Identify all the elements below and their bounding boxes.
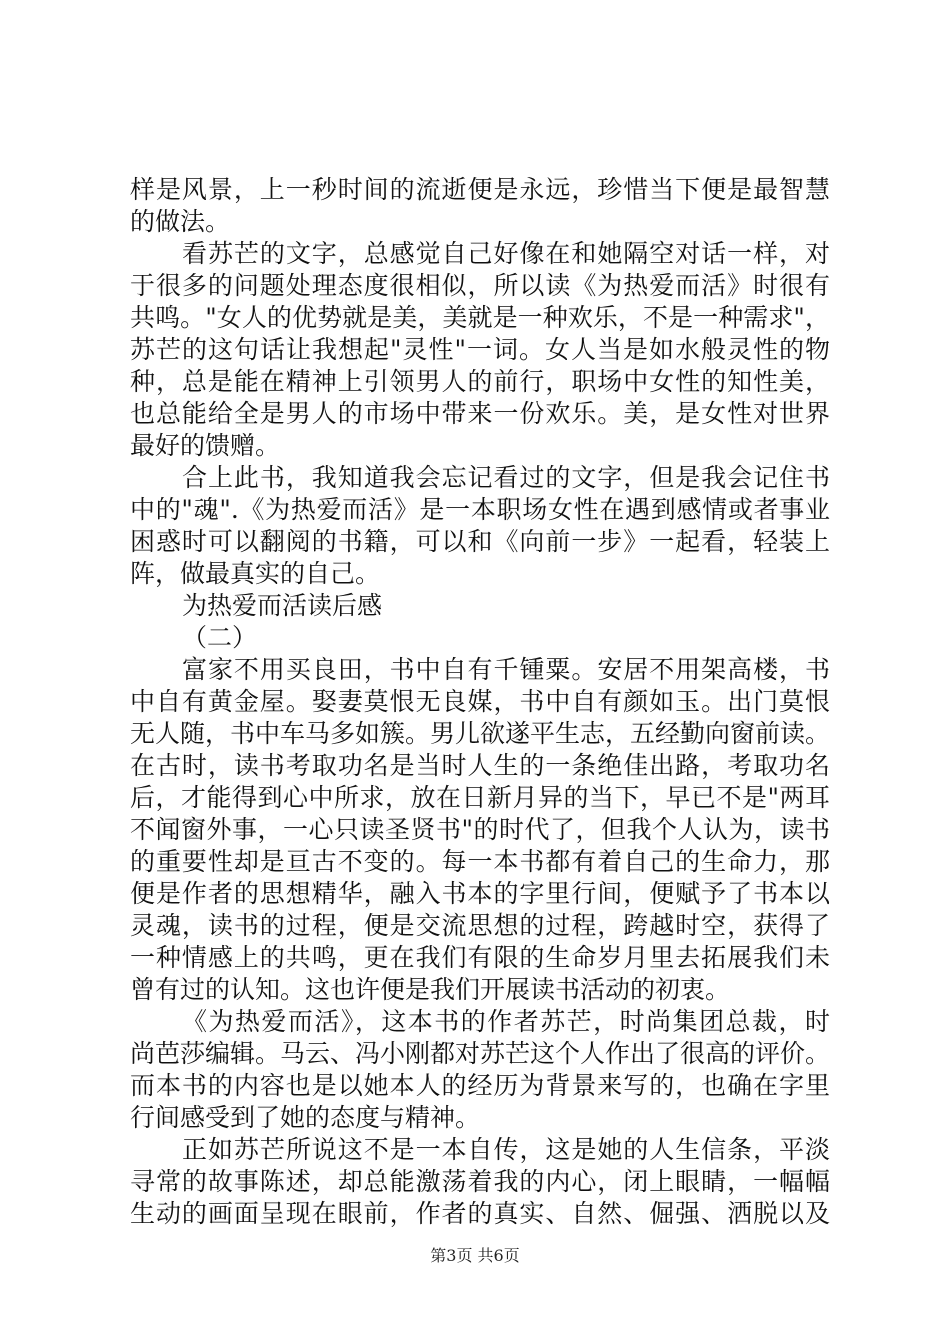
text-line: 的做法。 [130, 207, 231, 236]
text-line: 也总能给全是男人的市场中带来一份欢乐。美，是女性对世界 [130, 399, 830, 428]
text-line: 最好的馈赠。 [130, 431, 281, 460]
text-line: 阵，做最真实的自己。 [130, 559, 381, 588]
text-line: 《为热爱而活》，这本书的作者苏芒，时尚集团总裁，时 [182, 1007, 830, 1036]
text-line: 曾有过的认知。这也许便是我们开展读书活动的初衷。 [130, 975, 731, 1004]
text-line: 看苏芒的文字，总感觉自己好像在和她隔空对话一样，对 [182, 239, 830, 268]
text-line: 一种情感上的共鸣，更在我们有限的生命岁月里去拓展我们未 [130, 943, 830, 972]
text-line: 在古时，读书考取功名是当时人生的一条绝佳出路，考取功名 [130, 751, 830, 780]
text-line: 苏芒的这句话让我想起"灵性"一词。女人当是如水般灵性的物 [130, 335, 830, 364]
text-line: 灵魂，读书的过程，便是交流思想的过程，跨越时空，获得了 [130, 911, 830, 940]
document-body [130, 174, 830, 1230]
text-line: 正如苏芒所说这不是一本自传，这是她的人生信条，平淡 [182, 1135, 830, 1164]
text-line: 便是作者的思想精华，融入书本的字里行间，便赋予了书本以 [130, 879, 830, 908]
text-line: 不闻窗外事，一心只读圣贤书"的时代了，但我个人认为，读书 [130, 815, 830, 844]
text-line: 样是风景，上一秒时间的流逝便是永远，珍惜当下便是最智慧 [130, 175, 830, 204]
text-line: 种，总是能在精神上引领男人的前行，职场中女性的知性美， [130, 367, 830, 396]
text-line: 中的"魂".《为热爱而活》是一本职场女性在遇到感情或者事业 [130, 495, 830, 524]
text-line: 为热爱而活读后感 [182, 591, 383, 620]
text-line: 生动的画面呈现在眼前，作者的真实、自然、倔强、洒脱以及 [130, 1199, 830, 1228]
text-line: 尚芭莎编辑。马云、冯小刚都对苏芒这个人作出了很高的评价。 [130, 1039, 831, 1068]
page-number-label: 第3页 共6页 [430, 1246, 520, 1265]
text-line: 中自有黄金屋。娶妻莫恨无良媒，书中自有颜如玉。出门莫恨 [130, 687, 830, 716]
text-line: 后，才能得到心中所求，放在日新月异的当下，早已不是"两耳 [130, 783, 830, 812]
page-footer [0, 1246, 950, 1266]
text-line: 合上此书，我知道我会忘记看过的文字，但是我会记住书 [182, 463, 830, 492]
text-line: 于很多的问题处理态度很相似，所以读《为热爱而活》时很有 [130, 271, 830, 300]
text-line: 共鸣。"女人的优势就是美，美就是一种欢乐，不是一种需求"， [130, 303, 830, 332]
text-line: 困惑时可以翻阅的书籍，可以和《向前一步》一起看，轻装上 [130, 527, 830, 556]
text-line: （二） [182, 623, 258, 652]
text-line: 寻常的故事陈述，却总能激荡着我的内心，闭上眼睛，一幅幅 [130, 1167, 830, 1196]
text-line: 行间感受到了她的态度与精神。 [130, 1103, 481, 1132]
text-line: 无人随，书中车马多如簇。男儿欲遂平生志，五经勤向窗前读。 [130, 719, 831, 748]
text-line: 而本书的内容也是以她本人的经历为背景来写的，也确在字里 [130, 1071, 830, 1100]
text-line: 的重要性却是亘古不变的。每一本书都有着自己的生命力，那 [130, 847, 830, 876]
text-line: 富家不用买良田，书中自有千锺粟。安居不用架高楼，书 [182, 655, 830, 684]
